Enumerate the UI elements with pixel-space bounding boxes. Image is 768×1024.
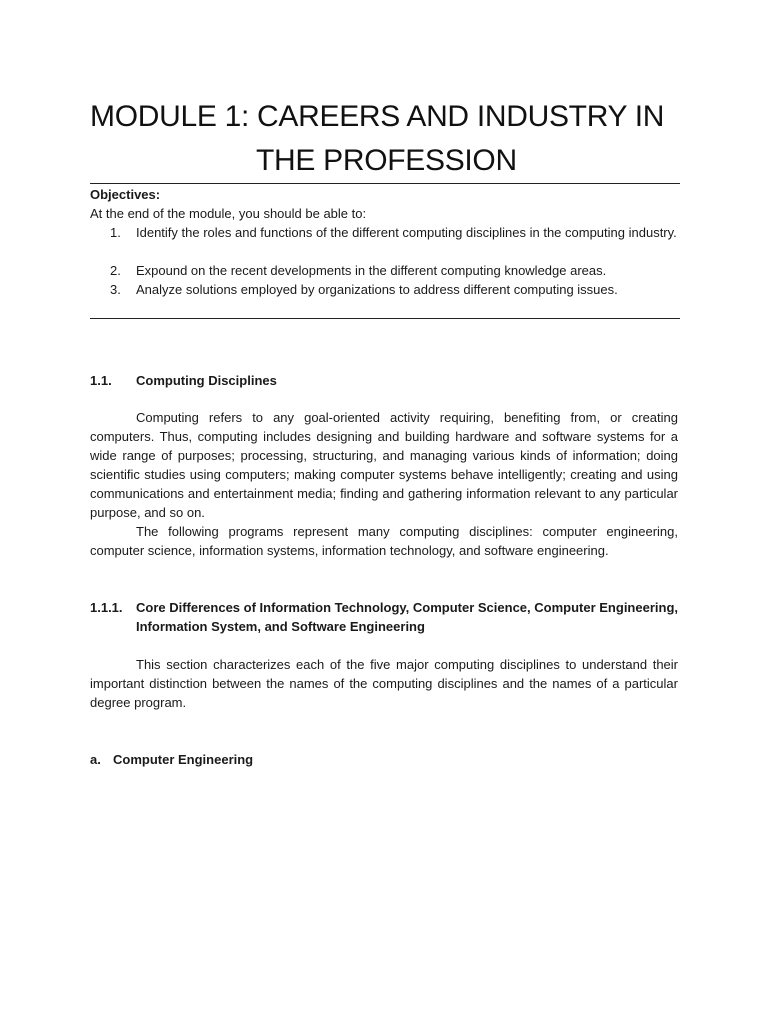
section-number-1-1: 1.1.	[90, 373, 112, 388]
section-1-1-paragraph-2: The following programs represent many computing disciplines: computer engineering, computer science, information systems, information technology, and software engineering.	[90, 524, 678, 558]
objective-number-2: 2.	[110, 263, 121, 278]
objectives-intro: At the end of the module, you should be able to:	[90, 206, 367, 221]
bottom-divider	[90, 318, 680, 319]
section-1-1-paragraph-1: Computing refers to any goal-oriented activity requiring, benefiting from, or creating computers. Thus, computing includes designing and building hardware and software systems for a wide range of purposes; processing, structuring, and managing various kinds of information; doing scientific studies using computers; making computer systems behave intelligently; creating and using communications and entertainment media; finding and gathering information relevant to any particular purpose, and so on.	[90, 410, 678, 520]
section-number-1-1-1: 1.1.1.	[90, 600, 123, 615]
subsection-title-a: Computer Engineering	[113, 752, 254, 767]
module-title-line-2: THE PROFESSION	[256, 144, 517, 177]
section-1-1-1-paragraph-1: This section characterizes each of the five major computing disciplines to understand their important distinction between the names of the computing disciplines and the names of a particular degree program.	[90, 657, 678, 710]
section-title-1-1-1: Core Differences of Information Technology, Computer Science, Computer Engineering, Information System, and Software Engineering	[136, 600, 678, 634]
objective-number-1: 1.	[110, 225, 121, 240]
objective-text-3: Analyze solutions employed by organizations to address different computing issues.	[136, 282, 618, 297]
objective-text-2: Expound on the recent developments in the different computing knowledge areas.	[136, 263, 607, 278]
subsection-label-a: a.	[90, 752, 101, 767]
module-title-line-1: MODULE 1: CAREERS AND INDUSTRY IN	[90, 100, 665, 133]
objective-number-3: 3.	[110, 282, 121, 297]
objective-text-1: Identify the roles and functions of the different computing disciplines in the computing industry.	[136, 225, 677, 240]
objectives-heading: Objectives:	[90, 187, 161, 202]
section-title-1-1: Computing Disciplines	[136, 373, 277, 388]
top-divider	[90, 183, 680, 184]
